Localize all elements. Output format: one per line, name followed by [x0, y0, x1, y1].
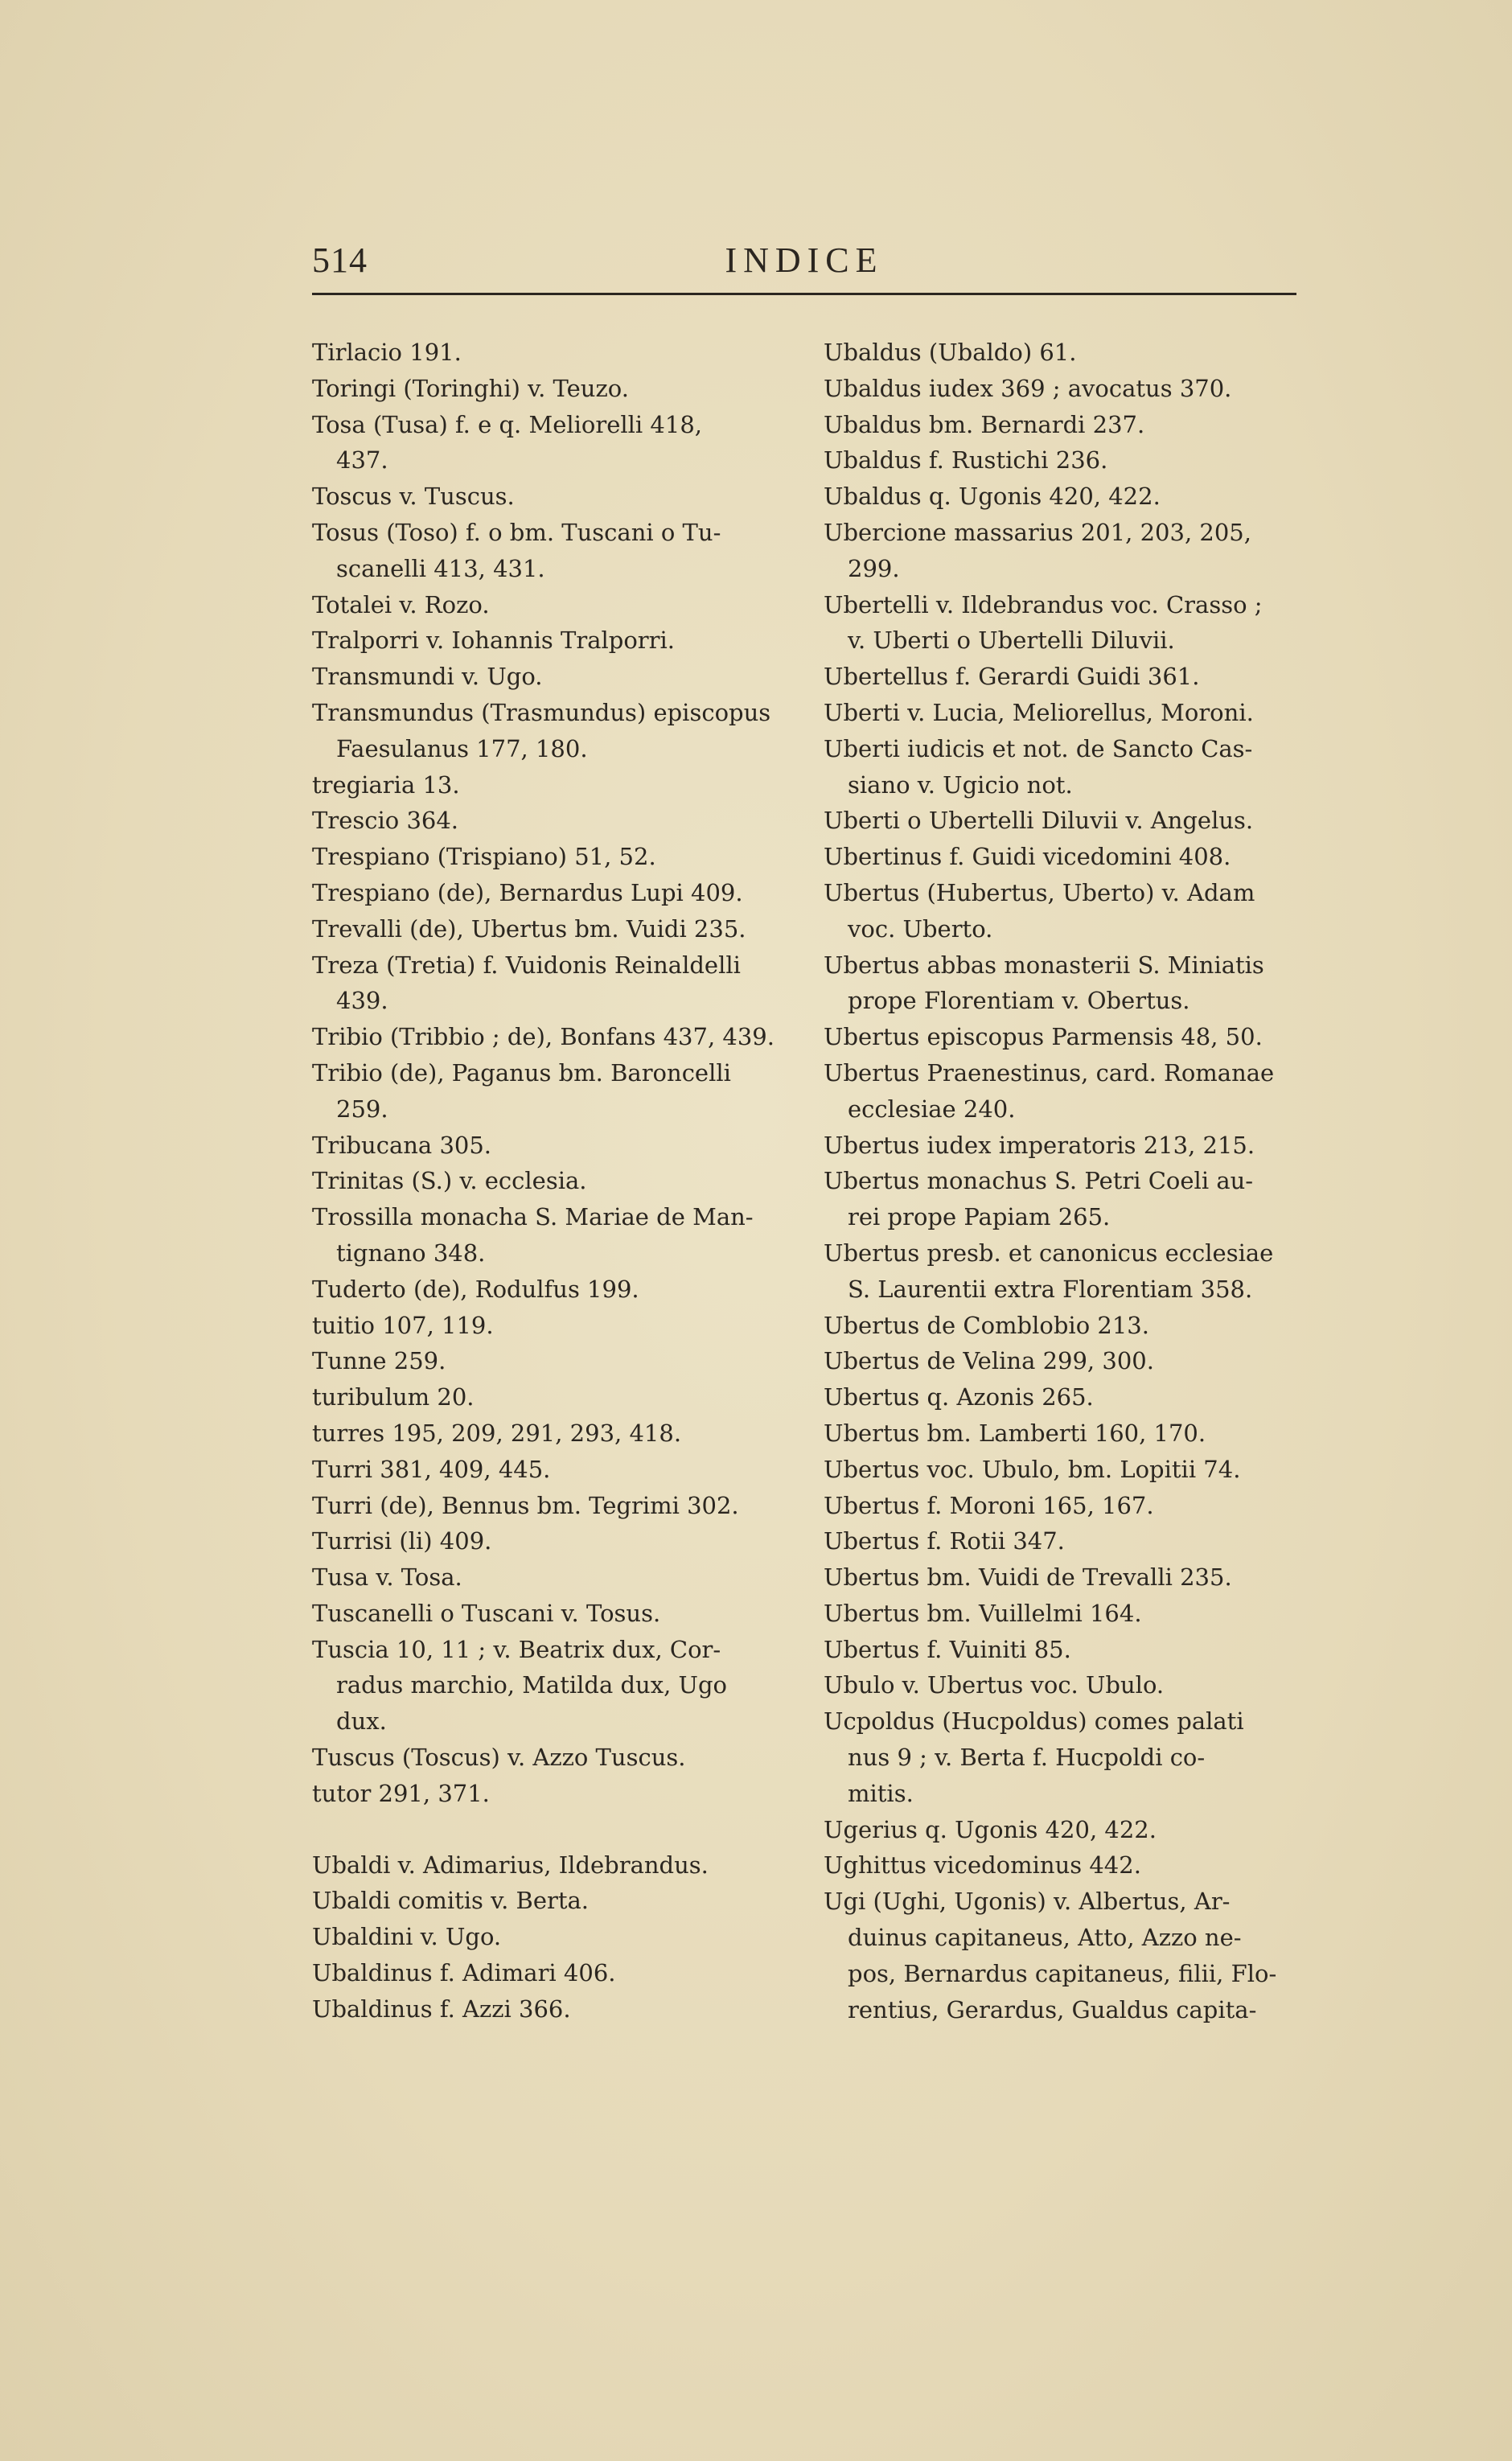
index-entry-line: tignano 348.	[336, 1239, 486, 1267]
index-entry	[312, 1991, 785, 2028]
index-entry-line: voc. Uberto.	[848, 914, 993, 943]
index-entry-line: Ubertus bm. Vuillelmi 164.	[824, 1599, 1142, 1627]
index-entry	[824, 1163, 1314, 1235]
index-entry	[824, 1884, 1314, 2028]
index-entry	[824, 1308, 1314, 1344]
index-entry-line: duinus capitaneus, Atto, Azzo ne-	[848, 1924, 1242, 1952]
index-entry-line: prope Florentiam v. Obertus.	[848, 987, 1190, 1015]
index-entry-line: Ubertus q. Azonis 265.	[824, 1383, 1094, 1411]
index-entry-line: Ubertelli v. Ildebrandus voc. Crasso ;	[824, 590, 1263, 618]
index-entry	[312, 1596, 785, 1632]
index-entry-line: Ubertus abbas monasterii S. Miniatis	[824, 951, 1264, 979]
index-entry-line: Turri (de), Bennus bm. Tegrimi 302.	[312, 1491, 739, 1519]
index-entry	[824, 371, 1314, 407]
index-entry-line: Uberti o Ubertelli Diluvii v. Angelus.	[824, 807, 1254, 835]
index-entry	[824, 1128, 1314, 1164]
index-entry-line: 259.	[336, 1095, 388, 1123]
index-entry-line: tutor 291, 371.	[312, 1779, 490, 1807]
index-entry	[312, 1776, 785, 1812]
index-entry	[312, 1128, 785, 1164]
index-entry-line: Ubaldus f. Rustichi 236.	[824, 446, 1108, 475]
index-entry	[312, 1415, 785, 1452]
index-entry	[312, 1308, 785, 1344]
page-header	[312, 240, 1296, 288]
index-entry-line: Faesulanus 177, 180.	[336, 734, 588, 762]
index-entry-line: Trespiano (Trispiano) 51, 52.	[312, 843, 656, 871]
index-entry-line: Totalei v. Rozo.	[312, 590, 490, 618]
index-entry	[312, 622, 785, 659]
index-entry	[312, 1019, 785, 1055]
index-entry	[824, 1055, 1314, 1128]
index-entry	[824, 587, 1314, 659]
index-column-right	[824, 335, 1314, 2028]
index-entry-line: Tribio (de), Paganus bm. Baroncelli	[312, 1058, 731, 1087]
index-entry	[312, 1632, 785, 1740]
index-entry-line: Ubertus voc. Ubulo, bm. Lopitii 74.	[824, 1455, 1241, 1483]
index-entry-line: Tusa v. Tosa.	[312, 1563, 462, 1592]
index-entry-line: Tuscus (Toscus) v. Azzo Tuscus.	[312, 1744, 686, 1772]
index-entry-line: Ubertus f. Vuiniti 85.	[824, 1635, 1071, 1663]
index-entry-line: Ubertus f. Moroni 165, 167.	[824, 1491, 1154, 1519]
index-entry-line: Trespiano (de), Bernardus Lupi 409.	[312, 878, 743, 906]
index-entry-line: Toringi (Toringhi) v. Teuzo.	[312, 374, 629, 402]
index-entry	[824, 1235, 1314, 1308]
index-entry-line: Trescio 364.	[312, 807, 459, 835]
index-entry	[312, 839, 785, 875]
index-entry	[824, 1596, 1314, 1632]
index-entry-line: Tosa (Tusa) f. e q. Meliorelli 418,	[312, 410, 702, 438]
index-entry-line: Ubaldinus f. Adimari 406.	[312, 1959, 616, 1987]
index-entry-line: Ubertus de Velina 299, 300.	[824, 1347, 1154, 1375]
index-entry	[312, 1523, 785, 1559]
running-title: INDICE	[725, 240, 884, 280]
index-entry-line: rei prope Papiam 265.	[848, 1203, 1111, 1231]
index-entry-line: Ubertus bm. Vuidi de Trevalli 235.	[824, 1563, 1232, 1592]
index-entry-line: Ugi (Ughi, Ugonis) v. Albertus, Ar-	[824, 1888, 1231, 1916]
index-entry	[312, 1379, 785, 1415]
index-entry-line: Transmundus (Trasmundus) episcopus	[312, 698, 771, 726]
index-entry	[824, 1523, 1314, 1559]
index-entry-line: Tuscia 10, 11 ; v. Beatrix dux, Cor-	[312, 1635, 721, 1663]
index-entry-line: Tuderto (de), Rodulfus 199.	[312, 1275, 639, 1303]
index-entry	[312, 875, 785, 911]
index-entry-line: tuitio 107, 119.	[312, 1311, 494, 1339]
index-entry	[312, 479, 785, 515]
index-entry	[824, 407, 1314, 443]
index-entry	[824, 731, 1314, 803]
index-entry	[312, 1343, 785, 1379]
index-entry-line: Ubaldini v. Ugo.	[312, 1923, 502, 1951]
index-entry	[312, 1452, 785, 1488]
index-entry	[824, 1415, 1314, 1452]
index-entry	[312, 587, 785, 623]
index-entry-line: Trinitas (S.) v. ecclesia.	[312, 1167, 587, 1195]
header-rule	[312, 293, 1296, 295]
index-entry-line: Ughittus vicedominus 442.	[824, 1851, 1141, 1880]
index-entry	[824, 1452, 1314, 1488]
index-entry	[824, 1379, 1314, 1415]
index-entry	[312, 1919, 785, 1955]
index-entry-line: 437.	[336, 446, 388, 475]
index-entry-line: Ubaldi v. Adimarius, Ildebrandus.	[312, 1851, 709, 1879]
index-entry	[824, 839, 1314, 875]
index-entry-line: Toscus v. Tuscus.	[312, 483, 515, 511]
index-entry	[312, 1883, 785, 1919]
index-entry-line: Tribucana 305.	[312, 1131, 492, 1159]
index-entry	[312, 371, 785, 407]
index-entry-line: Ubulo v. Ubertus voc. Ubulo.	[824, 1671, 1165, 1699]
page-number: 514	[312, 240, 368, 280]
index-entry-line: Ubaldus bm. Bernardi 237.	[824, 410, 1145, 438]
index-entry-line: scanelli 413, 431.	[336, 554, 545, 582]
index-entry	[312, 659, 785, 695]
index-entry-line: Ubertus f. Rotii 347.	[824, 1527, 1065, 1555]
index-entry-line: Turri 381, 409, 445.	[312, 1455, 551, 1483]
index-entry-line: Tuscanelli o Tuscani v. Tosus.	[312, 1599, 661, 1627]
index-entry	[824, 1703, 1314, 1811]
index-entry-line: pos, Bernardus capitaneus, filii, Flo-	[848, 1959, 1277, 1987]
index-entry-line: Ugerius q. Ugonis 420, 422.	[824, 1815, 1157, 1843]
index-entry	[824, 1667, 1314, 1703]
index-entry	[824, 479, 1314, 515]
index-entry	[312, 1199, 785, 1272]
index-entry	[312, 407, 785, 479]
index-entry	[824, 442, 1314, 479]
index-entry	[824, 1343, 1314, 1379]
index-entry-line: Ubertellus f. Gerardi Guidi 361.	[824, 663, 1200, 691]
index-entry	[824, 1812, 1314, 1848]
index-entry	[824, 1632, 1314, 1668]
index-entry	[312, 947, 785, 1020]
index-entry-line: Uberti v. Lucia, Meliorellus, Moroni.	[824, 698, 1254, 726]
index-entry-line: Ubaldi comitis v. Berta.	[312, 1887, 590, 1915]
index-entry	[312, 1740, 785, 1776]
index-entry	[312, 1055, 785, 1128]
index-entry-line: ecclesiae 240.	[848, 1095, 1016, 1123]
index-entry-line: Ubaldus (Ubaldo) 61.	[824, 339, 1077, 366]
index-entry	[312, 803, 785, 839]
index-entry-line: Ubercione massarius 201, 203, 205,	[824, 518, 1251, 546]
index-entry	[312, 1272, 785, 1308]
index-entry-line: Uberti iudicis et not. de Sancto Cas-	[824, 734, 1253, 762]
index-entry-line: Trossilla monacha S. Mariae de Man-	[312, 1203, 754, 1231]
index-entry-line: Ubertus iudex imperatoris 213, 215.	[824, 1131, 1255, 1159]
index-entry-line: Tirlacio 191.	[312, 339, 462, 366]
index-entry-line: 299.	[848, 554, 900, 582]
index-entry-line: Ubertinus f. Guidi vicedomini 408.	[824, 843, 1231, 871]
index-entry-line: radus marchio, Matilda dux, Ugo	[336, 1671, 727, 1699]
index-entry	[312, 1955, 785, 1991]
index-entry-line: Ubertus Praenestinus, card. Romanae	[824, 1058, 1275, 1087]
index-entry-line: mitis.	[848, 1779, 914, 1807]
index-entry-line: Ubertus monachus S. Petri Coeli au-	[824, 1167, 1254, 1195]
index-entry-line: turibulum 20.	[312, 1383, 475, 1411]
index-entry	[312, 515, 785, 587]
index-entry-line: Trevalli (de), Ubertus bm. Vuidi 235.	[312, 914, 746, 943]
index-entry-line: Ubaldinus f. Azzi 366.	[312, 1995, 571, 2023]
index-entry	[824, 875, 1314, 947]
index-entry	[824, 803, 1314, 839]
index-entry	[824, 335, 1314, 371]
index-entry-line: Ubertus de Comblobio 213.	[824, 1311, 1149, 1339]
index-entry-line: tregiaria 13.	[312, 770, 460, 799]
index-entry	[824, 947, 1314, 1020]
index-entry-line: Tosus (Toso) f. o bm. Tuscani o Tu-	[312, 518, 721, 546]
index-entry	[824, 1488, 1314, 1524]
index-entry-line: nus 9 ; v. Berta f. Hucpoldi co-	[848, 1744, 1206, 1772]
index-entry	[312, 695, 785, 767]
index-entry-line: Ubaldus iudex 369 ; avocatus 370.	[824, 374, 1232, 402]
index-entry-line: Ubertus presb. et canonicus ecclesiae	[824, 1239, 1274, 1267]
index-entry-line: Treza (Tretia) f. Vuidonis Reinaldelli	[312, 951, 741, 979]
index-column-left	[312, 335, 785, 2028]
index-entry-line: rentius, Gerardus, Gualdus capita-	[848, 1995, 1257, 2023]
index-entry-line: 439.	[336, 987, 388, 1015]
index-entry	[824, 1019, 1314, 1055]
index-entry-line: Tunne 259.	[312, 1347, 446, 1375]
index-entry-line: Turrisi (li) 409.	[312, 1527, 492, 1555]
index-entry	[312, 1847, 785, 1884]
index-entry-line: Ucpoldus (Hucpoldus) comes palati	[824, 1707, 1244, 1736]
index-entry-line: siano v. Ugicio not.	[848, 770, 1073, 799]
index-entry-line: S. Laurentii extra Florentiam 358.	[848, 1275, 1253, 1303]
index-entry-line: turres 195, 209, 291, 293, 418.	[312, 1419, 682, 1447]
index-entry-line: Transmundi v. Ugo.	[312, 663, 543, 691]
index-entry	[312, 1163, 785, 1199]
index-entry	[824, 1559, 1314, 1596]
index-entry-line: Ubertus bm. Lamberti 160, 170.	[824, 1419, 1206, 1447]
index-entry	[824, 659, 1314, 695]
index-entry-line: Ubaldus q. Ugonis 420, 422.	[824, 483, 1161, 511]
index-entry-line: v. Uberti o Ubertelli Diluvii.	[848, 627, 1175, 655]
index-entry	[312, 1559, 785, 1596]
index-entry	[824, 515, 1314, 587]
index-entry-line: dux.	[336, 1707, 387, 1736]
index-entry	[312, 911, 785, 947]
index-entry	[312, 335, 785, 371]
index-entry-line: Tribio (Tribbio ; de), Bonfans 437, 439.	[312, 1023, 774, 1051]
index-entry-line: Tralporri v. Iohannis Tralporri.	[312, 627, 676, 655]
index-entry	[824, 695, 1314, 731]
index-entry	[824, 1847, 1314, 1884]
index-entry	[312, 1488, 785, 1524]
index-entry-line: Ubertus (Hubertus, Uberto) v. Adam	[824, 878, 1255, 906]
index-entry	[312, 767, 785, 803]
index-entry-line: Ubertus episcopus Parmensis 48, 50.	[824, 1023, 1263, 1051]
